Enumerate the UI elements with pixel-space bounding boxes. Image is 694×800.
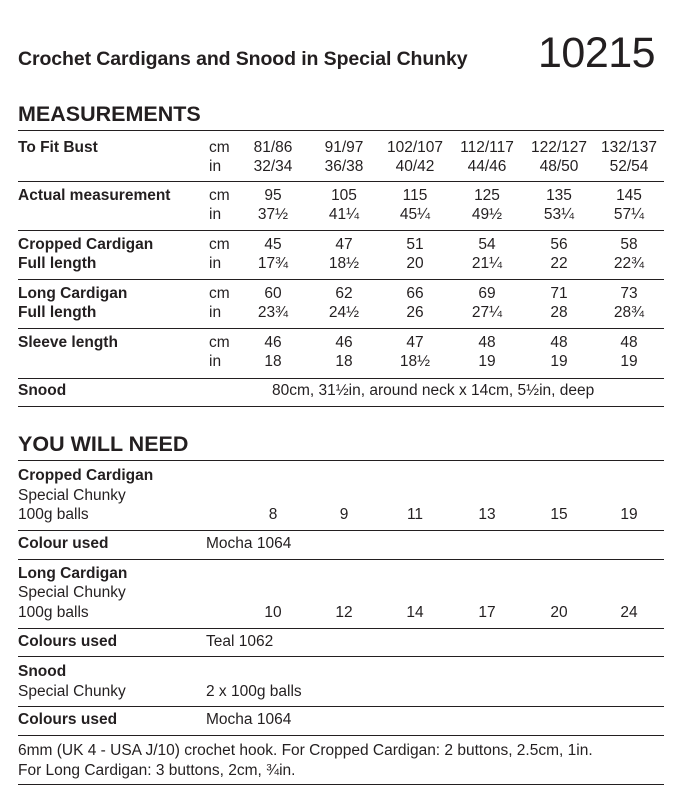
measurement-unit: cm [209,236,230,253]
long-balls-label: 100g balls [18,604,89,621]
divider [18,784,664,785]
measurement-value: 112/117 [460,139,514,156]
measurement-value: 45¼ [399,206,431,223]
measurement-value: 19 [620,353,638,370]
cropped-colour-label: Colour used [18,535,109,552]
measurement-row-label: Sleeve length [18,334,118,351]
measurement-value: 46 [335,334,353,351]
measurement-row-label: To Fit Bust [18,139,98,156]
you-will-need-heading: YOU WILL NEED [18,432,189,456]
long-colour-value: Teal 1062 [206,633,274,650]
measurement-value: 54 [478,236,496,253]
long-yarn: Special Chunky [18,584,126,601]
measurement-value: 26 [406,304,424,321]
measurement-value: 122/127 [530,139,588,156]
ball-count: 13 [478,506,496,523]
ball-count: 15 [550,506,568,523]
measurement-value: 22 [550,255,568,272]
measurement-value: 57¼ [613,206,645,223]
cropped-colour-value: Mocha 1064 [206,535,292,552]
divider [18,406,664,407]
measurement-unit: cm [209,139,230,156]
measurement-value: 62 [335,285,353,302]
measurement-value: 19 [550,353,568,370]
measurement-value: 58 [620,236,638,253]
measurement-value: 53¼ [543,206,575,223]
divider [18,628,664,629]
buttons-note: For Long Cardigan: 3 buttons, 2cm, ¾in. [18,762,296,779]
measurement-value: 102/107 [386,139,444,156]
measurement-value: 17¾ [257,255,289,272]
divider [18,530,664,531]
measurement-row-label: Full length [18,304,97,321]
snood-yarn: Special Chunky [18,683,126,700]
measurement-value: 18 [335,353,353,370]
measurement-value: 135 [546,187,572,204]
measurement-value: 41¼ [328,206,360,223]
long-cardigan-title: Long Cardigan [18,565,128,582]
measurement-value: 47 [406,334,424,351]
measurement-value: 95 [264,187,282,204]
measurement-value: 36/38 [324,158,364,175]
measurement-value: 60 [264,285,282,302]
measurement-value: 32/34 [253,158,293,175]
measurement-unit: in [209,353,222,370]
cropped-balls-label: 100g balls [18,506,89,523]
measurement-row-label: Long Cardigan [18,285,128,302]
divider [18,279,664,280]
ball-count: 17 [478,604,496,621]
pattern-title: Crochet Cardigans and Snood in Special Chunky [18,48,468,70]
measurement-value: 18 [264,353,282,370]
measurement-value: 47 [335,236,353,253]
divider [18,559,664,560]
snood-colour-value: Mocha 1064 [206,711,292,728]
measurement-value: 145 [616,187,642,204]
ball-count: 9 [339,506,349,523]
measurement-value: 19 [478,353,496,370]
snood-title: Snood [18,663,67,680]
measurement-value: 21¼ [471,255,503,272]
divider [18,656,664,657]
measurement-unit: in [209,206,222,223]
measurement-value: 18½ [399,353,431,370]
measurement-value: 44/46 [467,158,507,175]
measurement-value: 105 [331,187,357,204]
measurement-value: 115 [402,187,428,204]
ball-count: 24 [620,604,638,621]
measurement-value: 28 [550,304,568,321]
pattern-number: 10215 [538,29,656,77]
measurement-unit: in [209,304,222,321]
measurement-value: 71 [550,285,568,302]
measurement-value: 125 [474,187,500,204]
measurement-row-label: Actual measurement [18,187,171,204]
measurement-value: 48 [620,334,638,351]
snood-amount: 2 x 100g balls [206,683,302,700]
measurement-unit: cm [209,285,230,302]
divider [18,230,664,231]
hook-note: 6mm (UK 4 - USA J/10) crochet hook. For Cropped Cardigan: 2 buttons, 2.5cm, 1in. [18,742,593,759]
measurement-unit: in [209,255,222,272]
measurement-value: 46 [264,334,282,351]
divider [18,130,664,131]
measurement-value: 132/137 [600,139,658,156]
measurement-value: 52/54 [609,158,649,175]
ball-count: 8 [268,506,278,523]
measurement-value: 73 [620,285,638,302]
ball-count: 19 [620,506,638,523]
cropped-cardigan-title: Cropped Cardigan [18,467,154,484]
snood-label: Snood [18,382,67,399]
divider [18,378,664,379]
ball-count: 12 [335,604,353,621]
measurement-unit: cm [209,187,230,204]
measurement-value: 45 [264,236,282,253]
divider [18,706,664,707]
measurement-value: 69 [478,285,496,302]
measurement-value: 37½ [257,206,289,223]
ball-count: 20 [550,604,568,621]
cropped-yarn: Special Chunky [18,487,126,504]
measurements-heading: MEASUREMENTS [18,102,201,126]
measurement-value: 18½ [328,255,360,272]
divider [18,181,664,182]
ball-count: 14 [406,604,424,621]
measurement-value: 40/42 [395,158,435,175]
measurement-value: 48 [550,334,568,351]
measurement-value: 91/97 [324,139,364,156]
measurement-value: 56 [550,236,568,253]
measurement-unit: in [209,158,222,175]
measurement-value: 27¼ [471,304,503,321]
measurement-value: 48 [478,334,496,351]
measurement-value: 49½ [471,206,503,223]
ball-count: 11 [406,506,424,523]
measurement-value: 22¾ [613,255,645,272]
measurement-value: 28¾ [613,304,645,321]
divider [18,328,664,329]
measurement-row-label: Cropped Cardigan [18,236,154,253]
long-colour-label: Colours used [18,633,118,650]
divider [18,460,664,461]
measurement-unit: cm [209,334,230,351]
measurement-value: 51 [406,236,424,253]
snood-colour-label: Colours used [18,711,118,728]
measurement-value: 23¾ [257,304,289,321]
measurement-row-label: Full length [18,255,97,272]
ball-count: 10 [264,604,282,621]
measurement-value: 81/86 [253,139,293,156]
divider [18,735,664,736]
measurement-value: 20 [406,255,424,272]
measurement-value: 24½ [328,304,360,321]
snood-measurement: 80cm, 31½in, around neck x 14cm, 5½in, deep [272,382,595,399]
measurement-value: 48/50 [539,158,579,175]
measurement-value: 66 [406,285,424,302]
